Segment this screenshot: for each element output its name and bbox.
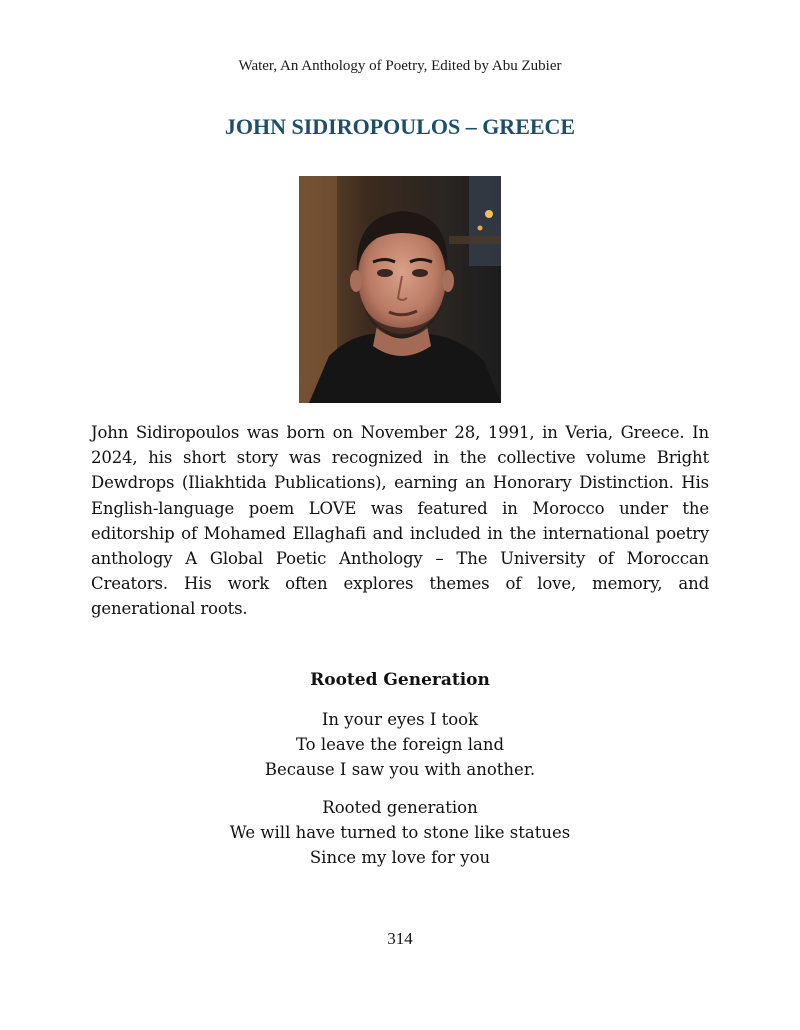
poem-line: Since my love for you	[309, 848, 491, 867]
poem-line: Because I saw you with another.	[264, 760, 536, 779]
page-title: JOHN SIDIROPOULOS – GREECE	[224, 114, 576, 139]
poem-line: Rooted generation	[322, 798, 478, 817]
poem-line: In your eyes I took	[321, 710, 479, 729]
poem-stanza	[0, 707, 800, 782]
page-number: 314	[387, 929, 413, 948]
poem-line: To leave the foreign land	[295, 735, 505, 754]
author-bio: John Sidiropoulos was born on November 28, 1991, in Veria, Greece. In 2024, his short story was recognized in the collective volume Bright Dewdrops (Iliakhtida Publications), earning an Honorary Distinction. His English-language poem LOVE was featured in Morocco under the editorship of Mohamed Ellaghafi and included in the international poetry anthology A Global Poetic Anthology – The University of Moroccan Creators. His work often explores themes of love, memory, and generational roots.	[91, 423, 709, 619]
author-photo	[299, 176, 501, 403]
poem-title: Rooted Generation	[310, 670, 490, 690]
running-header: Water, An Anthology of Poetry, Edited by Abu Zubier	[238, 58, 562, 74]
poem-stanza	[0, 795, 800, 870]
poem-line: We will have turned to stone like statues	[229, 823, 571, 842]
author-portrait-image	[299, 176, 501, 403]
